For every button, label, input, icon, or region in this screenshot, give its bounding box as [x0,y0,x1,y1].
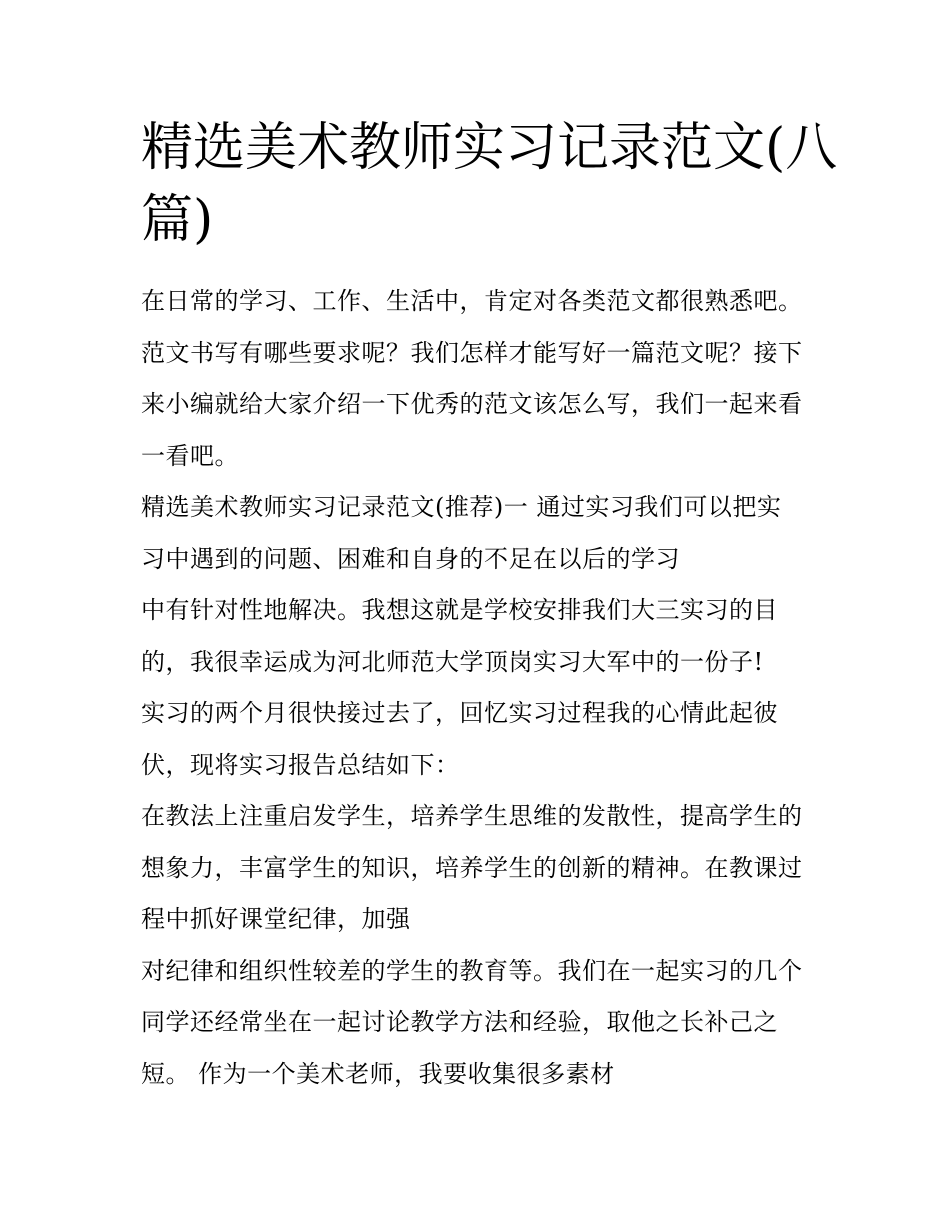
body-line: 伏，现将实习报告总结如下： [141,750,460,779]
body-line: 范文书写有哪些要求呢？我们怎样才能写好一篇范文呢？接下 [141,338,803,367]
body-line: 习中遇到的问题、困难和自身的不足在以后的学习 [141,544,680,573]
body-line: 中有针对性地解决。我想这就是学校安排我们大三实习的目 [141,596,778,624]
body-line: 想象力，丰富学生的知识，培养学生的创新的精神。在教课过 [141,853,803,882]
title-line: 精选美术教师实习记录范文(八 [141,118,838,178]
title-line: 篇) [141,190,214,250]
document-body [141,280,841,1104]
body-line: 的，我很幸运成为河北师范大学顶岗实习大军中的一份子! [141,647,764,676]
body-line: 来小编就给大家介绍一下优秀的范文该怎么写，我们一起来看 [141,390,803,418]
body-line: 在日常的学习、工作、生活中，肯定对各类范文都很熟悉吧。 [141,287,803,315]
body-line: 程中抓好课堂纪律，加强 [141,905,411,933]
body-line: 同学还经常坐在一起讨论教学方法和经验，取他之长补己之 [141,1008,778,1036]
body-line: 在教法上注重启发学生，培养学生思维的发散性，提高学生的 [141,802,803,830]
body-line: 实习的两个月很快接过去了，回忆实习过程我的心情此起彼 [141,699,778,727]
body-line: 对纪律和组织性较差的学生的教育等。我们在一起实习的几个 [141,956,803,985]
body-line: 一看吧。 [141,441,239,470]
body-line: 精选美术教师实习记录范文(推荐)一 通过实习我们可以把实 [141,493,782,521]
body-line: 短。 作为一个美术老师，我要收集很多素材 [141,1059,615,1088]
document-title [141,112,838,256]
